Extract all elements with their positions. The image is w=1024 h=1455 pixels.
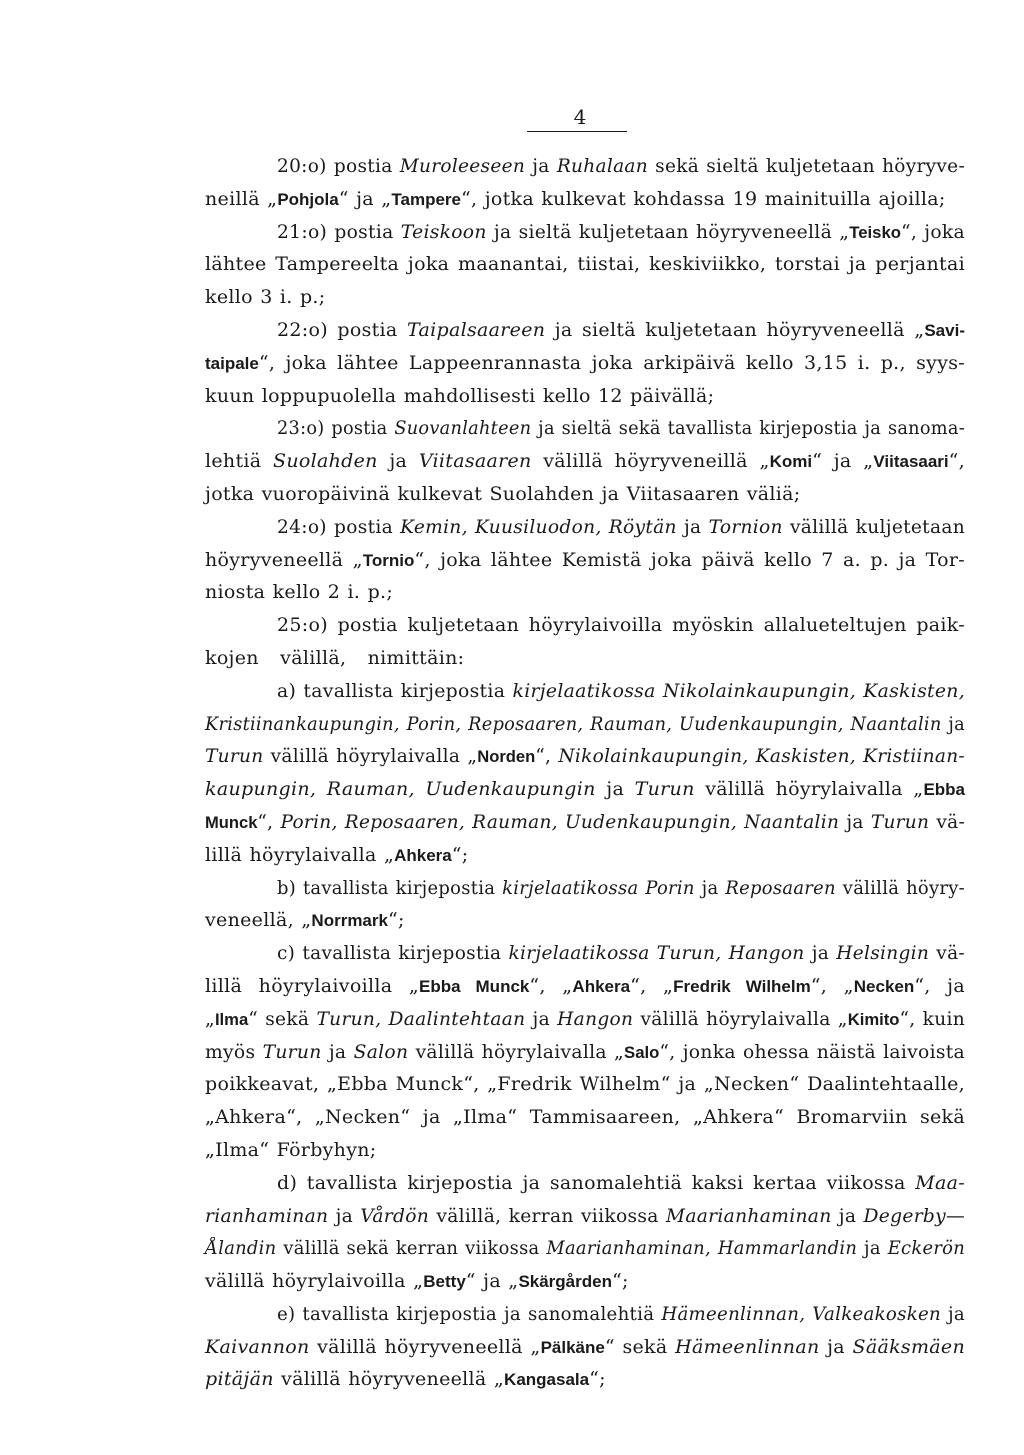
text-line (205, 445, 965, 478)
text-run: välillä höyryveneellä „ (309, 1335, 541, 1358)
text-line (205, 1363, 965, 1396)
text-run: lillä höyrylaivalla „ (205, 843, 395, 866)
text-line (205, 1232, 965, 1265)
text-run: ja (831, 1204, 864, 1227)
text-run: välillä höyrylaivoilla „ (205, 1270, 424, 1293)
vessel-name: Pohjola (277, 189, 339, 209)
vessel-name: Ahkera (394, 845, 452, 865)
text-run: ja (941, 712, 965, 735)
text-line (205, 872, 965, 905)
text-line (205, 708, 965, 741)
page-number-text: 4 (573, 105, 587, 129)
italic-place-name: Sääksmäen (852, 1335, 965, 1358)
text-run: “, joka lähtee Lappeenrannasta joka arkipäivä kello 3,15 i. p., syys- (258, 351, 965, 374)
text-run: välillä höyrylaivalla „ (263, 745, 478, 768)
vessel-name: Norden (477, 747, 536, 767)
text-run: vä- (929, 942, 965, 965)
italic-place-name: Kristiinankaupungin, Porin, Reposaaren, Rauman, Uudenkaupungin, Naantalin (205, 712, 942, 735)
text-run: “, kuin (899, 1007, 965, 1030)
text-run: 22:o) postia (277, 318, 407, 341)
italic-place-name: Hämeenlinnan (675, 1335, 820, 1358)
text-run: välillä sekä kerran viikossa (276, 1237, 547, 1260)
vessel-name: Kangasala (504, 1370, 590, 1390)
text-run: jotka vuoropäivinä kulkevat Suolahden ja Viitasaaren väliä; (205, 482, 801, 505)
text-run: välillä höyry- (835, 876, 965, 899)
text-line (205, 380, 965, 413)
text-run: “ ja „ (338, 187, 392, 210)
text-run: ja (525, 1007, 558, 1030)
text-run: ja (377, 450, 419, 473)
text-run: “ sekä (604, 1335, 676, 1358)
text-run: ja (804, 942, 837, 965)
vessel-name: Necken (853, 976, 915, 996)
vessel-name: taipale (205, 353, 259, 373)
text-run: kello 3 i. p.; (205, 286, 326, 309)
vessel-name: Kimito (847, 1009, 900, 1029)
text-run: ja (839, 810, 871, 833)
italic-place-name: Suovanlahteen (394, 417, 532, 440)
italic-place-name: Muroleeseen (399, 155, 526, 177)
text-run: c) tavallista kirjepostia (277, 942, 509, 965)
text-run: “, ja (914, 974, 965, 997)
text-line (205, 740, 965, 773)
text-run: “ sekä (248, 1007, 317, 1030)
text-line (205, 1265, 965, 1298)
text-run: välillä höyryveneillä „ (531, 450, 770, 473)
italic-place-name: Porin, Reposaaren, Rauman, Uudenkaupungin, Naantalin (280, 810, 840, 833)
text-run: “ ja „ (812, 450, 874, 473)
text-run: poikkeavat, „Ebba Munck“, „Fredrik Wilhelm“ ja „Necken“ Daalintehtaalle, (205, 1073, 965, 1096)
italic-place-name: Turun (262, 1040, 322, 1063)
text-line (205, 609, 965, 642)
text-run: niosta kello 2 i. p.; (205, 581, 394, 604)
italic-place-name: kirjelaatikossa Porin (502, 876, 695, 899)
text-run: ja (857, 1237, 888, 1260)
document-body (205, 150, 965, 1396)
text-run: “, „ (810, 974, 854, 997)
text-run: välillä höyrylaivalla „ (694, 778, 924, 801)
text-line (205, 216, 965, 249)
vessel-name: Betty (423, 1272, 466, 1292)
vessel-name: Fredrik Wilhelm (673, 976, 811, 996)
italic-place-name: Suolahden (273, 450, 378, 473)
text-run: välillä höyrylaivalla „ (408, 1040, 625, 1063)
text-line (205, 806, 965, 839)
text-run: ja (321, 1040, 354, 1063)
italic-place-name: Maarianhaminan, Hammarlandin (546, 1237, 858, 1260)
text-run: kojen välillä, nimittäin: (205, 646, 465, 669)
text-line (205, 544, 965, 577)
text-run: lillä höyrylaivoilla „ (205, 974, 420, 997)
text-run: „Ilma“ Förbyhyn; (205, 1138, 377, 1161)
page-number-rule (527, 131, 627, 132)
text-run: „ (205, 1007, 215, 1030)
italic-place-name: Turun (634, 778, 695, 801)
vessel-name: Ahkera (572, 976, 631, 996)
text-line (205, 1298, 965, 1331)
text-run: “; (451, 843, 469, 866)
vessel-name: Skärgården (518, 1272, 612, 1292)
text-run: a) tavallista kirjepostia (277, 679, 513, 702)
italic-place-name: Helsingin (836, 942, 930, 965)
italic-place-name: Maarianhaminan (665, 1204, 832, 1227)
text-run: välillä, kerran viikossa (429, 1204, 666, 1227)
text-run: “, joka lähtee Kemistä joka päivä kello 7 a. p. ja Tor- (414, 548, 965, 571)
text-run: ja (525, 155, 557, 177)
italic-place-name: Taipalsaareen (407, 318, 546, 341)
italic-place-name: Hangon (557, 1007, 634, 1030)
text-run: lähtee Tampereelta joka maanantai, tiistai, keskiviikko, torstai ja perjantai (205, 253, 965, 276)
text-line (205, 314, 965, 347)
text-line (205, 1200, 965, 1233)
text-run: välillä kuljetetaan (782, 515, 965, 538)
text-line (205, 183, 965, 216)
italic-place-name: Reposaaren (725, 876, 836, 899)
text-line (205, 412, 965, 445)
text-line (205, 1036, 965, 1069)
text-run: veneellä, „ (205, 909, 312, 932)
text-line (205, 773, 965, 806)
text-line (205, 248, 965, 281)
italic-place-name: Ruhalaan (556, 155, 648, 177)
text-run: “; (611, 1270, 629, 1293)
page-number (0, 104, 1024, 130)
vessel-name: Munck (205, 812, 258, 832)
text-run: ja sieltä kuljetetaan höyryveneellä „ (545, 318, 925, 341)
text-run: 21:o) postia (277, 220, 401, 243)
text-line (205, 642, 965, 675)
text-run: myös (205, 1040, 263, 1063)
text-line (205, 478, 965, 511)
italic-place-name: Turun (205, 745, 264, 768)
italic-place-name: Teiskoon (400, 220, 487, 243)
italic-place-name: pitäjän (205, 1368, 274, 1391)
text-run: ja sieltä kuljetetaan höyryveneellä „ (486, 220, 850, 243)
text-line (205, 1068, 965, 1101)
text-run: lehtiä (205, 450, 274, 473)
text-line (205, 839, 965, 872)
text-run: ja sieltä sekä tavallista kirjepostia ja sanoma- (531, 417, 965, 440)
vessel-name: Teisko (849, 222, 901, 242)
text-line (205, 511, 965, 544)
text-run: 25:o) postia kuljetetaan höyrylaivoilla myöskin allalueteltujen paik- (277, 614, 965, 637)
italic-place-name: rianhaminan (205, 1204, 329, 1227)
text-line (205, 970, 965, 1003)
italic-place-name: Vårdön (360, 1204, 430, 1227)
text-run: “; (387, 909, 405, 932)
text-run: “; (589, 1368, 606, 1391)
text-line (205, 1134, 965, 1167)
italic-place-name: Turun, Daalintehtaan (316, 1007, 526, 1030)
vessel-name: Pälkäne (540, 1337, 605, 1357)
italic-place-name: Kaivannon (205, 1335, 310, 1358)
text-run: ja (819, 1335, 853, 1358)
vessel-name: Ebba (923, 780, 965, 800)
text-line (205, 347, 965, 380)
text-run: välillä höyrylaivalla „ (633, 1007, 848, 1030)
vessel-name: Ilma (214, 1009, 249, 1029)
text-line (205, 281, 965, 314)
italic-place-name: kaupungin, Rauman, Uudenkaupungin (205, 778, 596, 801)
italic-place-name: Nikolainkaupungin, Kaskisten, Kristiinan- (558, 745, 965, 768)
italic-place-name: Hämeenlinnan, Valkeakosken (661, 1302, 941, 1325)
text-run: neillä „ (205, 187, 278, 210)
text-run: “, (535, 745, 559, 768)
vessel-name: Komi (769, 452, 813, 472)
vessel-name: Tornio (362, 550, 415, 570)
text-run: höyryveneellä „ (205, 548, 363, 571)
italic-place-name: Degerby— (863, 1204, 965, 1227)
italic-place-name: Eckerön (887, 1237, 965, 1260)
text-run: ja (676, 515, 709, 538)
italic-place-name: kirjelaatikossa Turun, Hangon (508, 942, 805, 965)
vessel-name: Tampere (391, 189, 461, 209)
italic-place-name: Viitasaaren (418, 450, 532, 473)
text-run: “, (257, 810, 281, 833)
italic-place-name: Ålandin (205, 1237, 277, 1260)
text-run: “, (948, 450, 965, 473)
text-line (205, 150, 965, 183)
text-run: kuun loppupuolella mahdollisesti kello 12 päivällä; (205, 384, 715, 407)
text-run: 24:o) postia (277, 515, 401, 538)
italic-place-name: Turun (870, 810, 930, 833)
text-run: ja (940, 1302, 965, 1325)
vessel-name: Salo (624, 1042, 660, 1062)
text-line (205, 904, 965, 937)
italic-place-name: Kemin, Kuusiluodon, Röytän (400, 515, 677, 538)
text-run: 23:o) postia (277, 417, 395, 440)
text-run: „Ahkera“, „Necken“ ja „Ilma“ Tammisaareen, „Ahkera“ Bromarviin sekä (205, 1106, 965, 1129)
text-run: sekä sieltä kuljetetaan höyryve- (647, 155, 965, 177)
text-run: ja (328, 1204, 361, 1227)
text-run: b) tavallista kirjepostia (277, 876, 503, 899)
text-run: 20:o) postia (277, 155, 400, 177)
text-run: “, jotka kulkevat kohdassa 19 mainituilla ajoilla; (461, 187, 946, 210)
text-line (205, 1331, 965, 1364)
text-line (205, 1167, 965, 1200)
text-run: ja (595, 778, 635, 801)
text-line (205, 1003, 965, 1036)
text-run: “, joka (900, 220, 965, 243)
text-line (205, 576, 965, 609)
text-line (205, 1101, 965, 1134)
text-run: e) tavallista kirjepostia ja sanomalehtiä (277, 1302, 662, 1325)
italic-place-name: Maa- (915, 1171, 965, 1194)
vessel-name: Ebba Munck (419, 976, 530, 996)
text-run: “, „ (529, 974, 573, 997)
italic-place-name: kirjelaatikossa Nikolainkaupungin, Kaskisten, (512, 679, 965, 702)
italic-place-name: Salon (353, 1040, 409, 1063)
vessel-name: Viitasaari (873, 452, 949, 472)
text-run: “, jonka ohessa näistä laivoista (659, 1040, 965, 1063)
text-line (205, 937, 965, 970)
text-run: d) tavallista kirjepostia ja sanomalehtiä kaksi kertaa viikossa (277, 1171, 916, 1194)
text-run: vä- (929, 810, 965, 833)
italic-place-name: Tornion (708, 515, 783, 538)
vessel-name: Norrmark (311, 911, 388, 931)
vessel-name: Savi- (924, 320, 965, 340)
text-run: “ ja „ (465, 1270, 519, 1293)
text-line (205, 675, 965, 708)
text-run: välillä höyryveneellä „ (273, 1368, 505, 1391)
text-run: ja (694, 876, 726, 899)
text-run: “, „ (630, 974, 674, 997)
